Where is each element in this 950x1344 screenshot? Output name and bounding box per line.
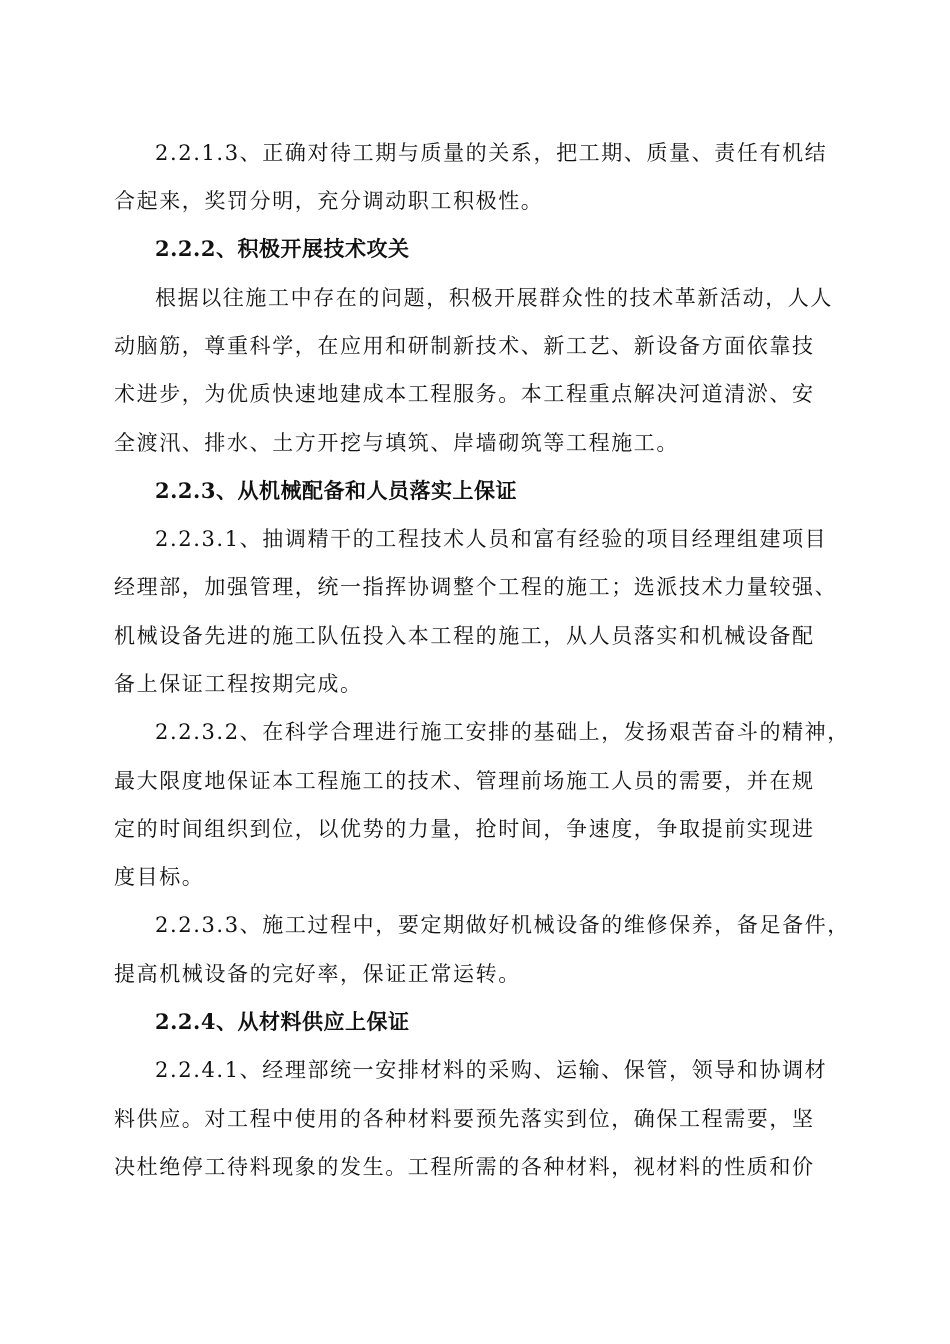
- text-line: 2.2.3.1、抽调精干的工程技术人员和富有经验的项目经理组建项目: [155, 527, 828, 551]
- text-line: 合起来，奖罚分明，充分调动职工积极性。: [114, 189, 544, 213]
- text-line: 术进步，为优质快速地建成本工程服务。本工程重点解决河道清淤、安: [114, 382, 815, 406]
- text-line: 根据以往施工中存在的问题，积极开展群众性的技术革新活动，人人: [155, 286, 833, 310]
- text-line: 2.2.1.3、正确对待工期与质量的关系，把工期、质量、责任有机结: [155, 141, 828, 165]
- text-line: 料供应。对工程中使用的各种材料要预先落实到位，确保工程需要，坚: [114, 1107, 815, 1131]
- text-line: 经理部，加强管理，统一指挥协调整个工程的施工；选派技术力量较强、: [114, 575, 838, 599]
- section-heading: 2.2.4、从材料供应上保证: [155, 1009, 410, 1034]
- text-line: 决杜绝停工待料现象的发生。工程所需的各种材料，视材料的性质和价: [114, 1155, 815, 1179]
- text-line: 提高机械设备的完好率，保证正常运转。: [114, 962, 521, 986]
- text-line: 机械设备先进的施工队伍投入本工程的施工，从人员落实和机械设备配: [114, 624, 815, 648]
- text-line: 2.2.3.3、施工过程中，要定期做好机械设备的维修保养，备足备件，: [155, 913, 850, 937]
- text-line: 2.2.4.1、经理部统一安排材料的采购、运输、保管，领导和协调材: [155, 1058, 828, 1082]
- text-line: 2.2.3.2、在科学合理进行施工安排的基础上，发扬艰苦奋斗的精神，: [155, 720, 850, 744]
- text-line: 全渡汛、排水、土方开挖与填筑、岸墙砌筑等工程施工。: [114, 431, 679, 455]
- section-heading: 2.2.3、从机械配备和人员落实上保证: [155, 478, 517, 503]
- text-line: 最大限度地保证本工程施工的技术、管理前场施工人员的需要，并在规: [114, 769, 815, 793]
- text-line: 备上保证工程按期完成。: [114, 672, 363, 696]
- text-line: 度目标。: [114, 865, 205, 889]
- text-line: 定的时间组织到位，以优势的力量，抢时间，争速度，争取提前实现进: [114, 817, 815, 841]
- text-line: 动脑筋，尊重科学，在应用和研制新技术、新工艺、新设备方面依靠技: [114, 334, 815, 358]
- section-heading: 2.2.2、积极开展技术攻关: [155, 236, 410, 261]
